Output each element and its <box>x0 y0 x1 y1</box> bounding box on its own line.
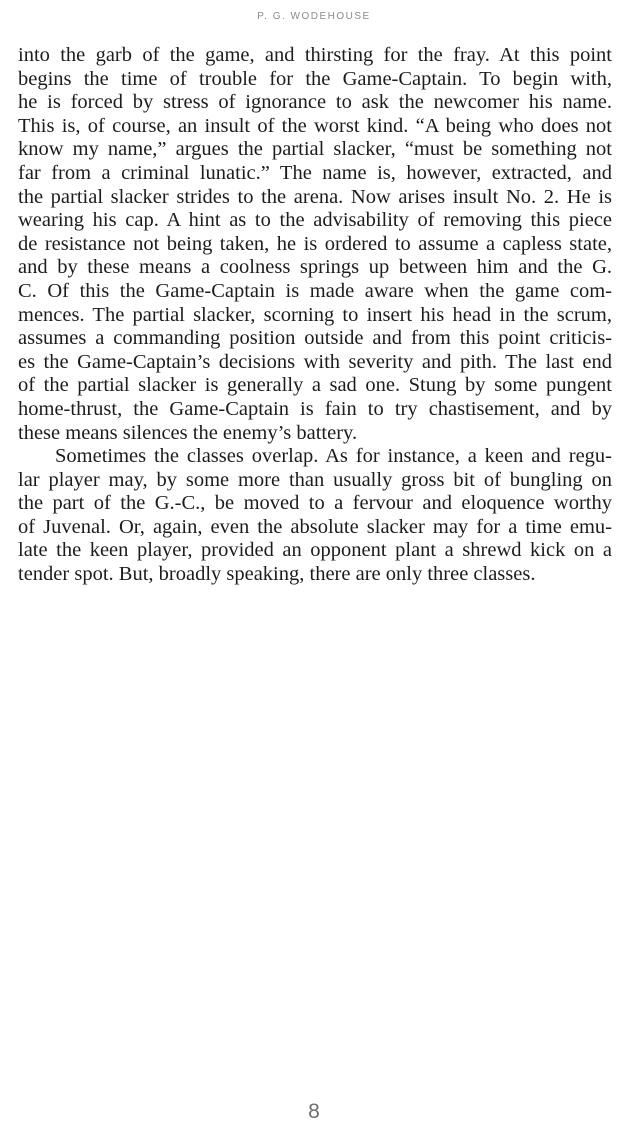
text-line: C. Of this the Game-Captain is made aware when the game com- <box>18 279 612 302</box>
text-line: these means silences the enemy’s battery. <box>18 421 358 444</box>
page-number: 8 <box>308 1100 320 1123</box>
text-line: de resistance not being taken, he is ordered to assume a capless state, <box>18 232 612 255</box>
body-text <box>18 44 612 587</box>
text-line: far from a criminal lunatic.” The name is, however, extracted, and <box>18 161 612 184</box>
text-line: tender spot. But, broadly speaking, there are only three classes. <box>18 563 536 586</box>
text-line: late the keen player, provided an opponent plant a shrewd kick on a <box>18 539 612 562</box>
text-line: wearing his cap. A hint as to the advisability of removing this piece <box>18 209 612 232</box>
running-header: P. G. WODEHOUSE <box>257 11 371 22</box>
text-line: into the garb of the game, and thirsting for the fray. At this point <box>18 44 612 66</box>
text-line: lar player may, by some more than usually gross bit of bungling on <box>18 468 612 491</box>
text-line: the partial slacker strides to the arena. Now arises insult No. 2. He is <box>18 185 612 208</box>
text-line: es the Game-Captain’s decisions with severity and pith. The last end <box>18 350 612 373</box>
paragraph-2 <box>18 445 612 587</box>
text-line: of Juvenal. Or, again, even the absolute slacker may for a time emu- <box>18 515 612 538</box>
text-line: assumes a commanding position outside and from this point criticis- <box>18 327 612 350</box>
text-line: the part of the G.-C., be moved to a fervour and eloquence worthy <box>18 492 612 515</box>
text-line: begins the time of trouble for the Game-Captain. To begin with, <box>18 67 612 90</box>
text-line: mences. The partial slacker, scorning to insert his head in the scrum, <box>18 303 612 326</box>
text-line: home-thrust, the Game-Captain is fain to try chastisement, and by <box>18 397 612 420</box>
text-line: know my name,” argues the partial slacker, “must be something not <box>18 138 612 161</box>
text-line: of the partial slacker is generally a sad one. Stung by some pungent <box>18 374 612 397</box>
text-line: he is forced by stress of ignorance to ask the newcomer his name. <box>18 91 612 114</box>
paragraph-1 <box>18 44 612 445</box>
text-line: Sometimes the classes overlap. As for instance, a keen and regu- <box>55 445 612 468</box>
text-line: and by these means a coolness springs up between him and the G. <box>18 256 612 279</box>
text-line: This is, of course, an insult of the worst kind. “A being who does not <box>18 114 612 137</box>
